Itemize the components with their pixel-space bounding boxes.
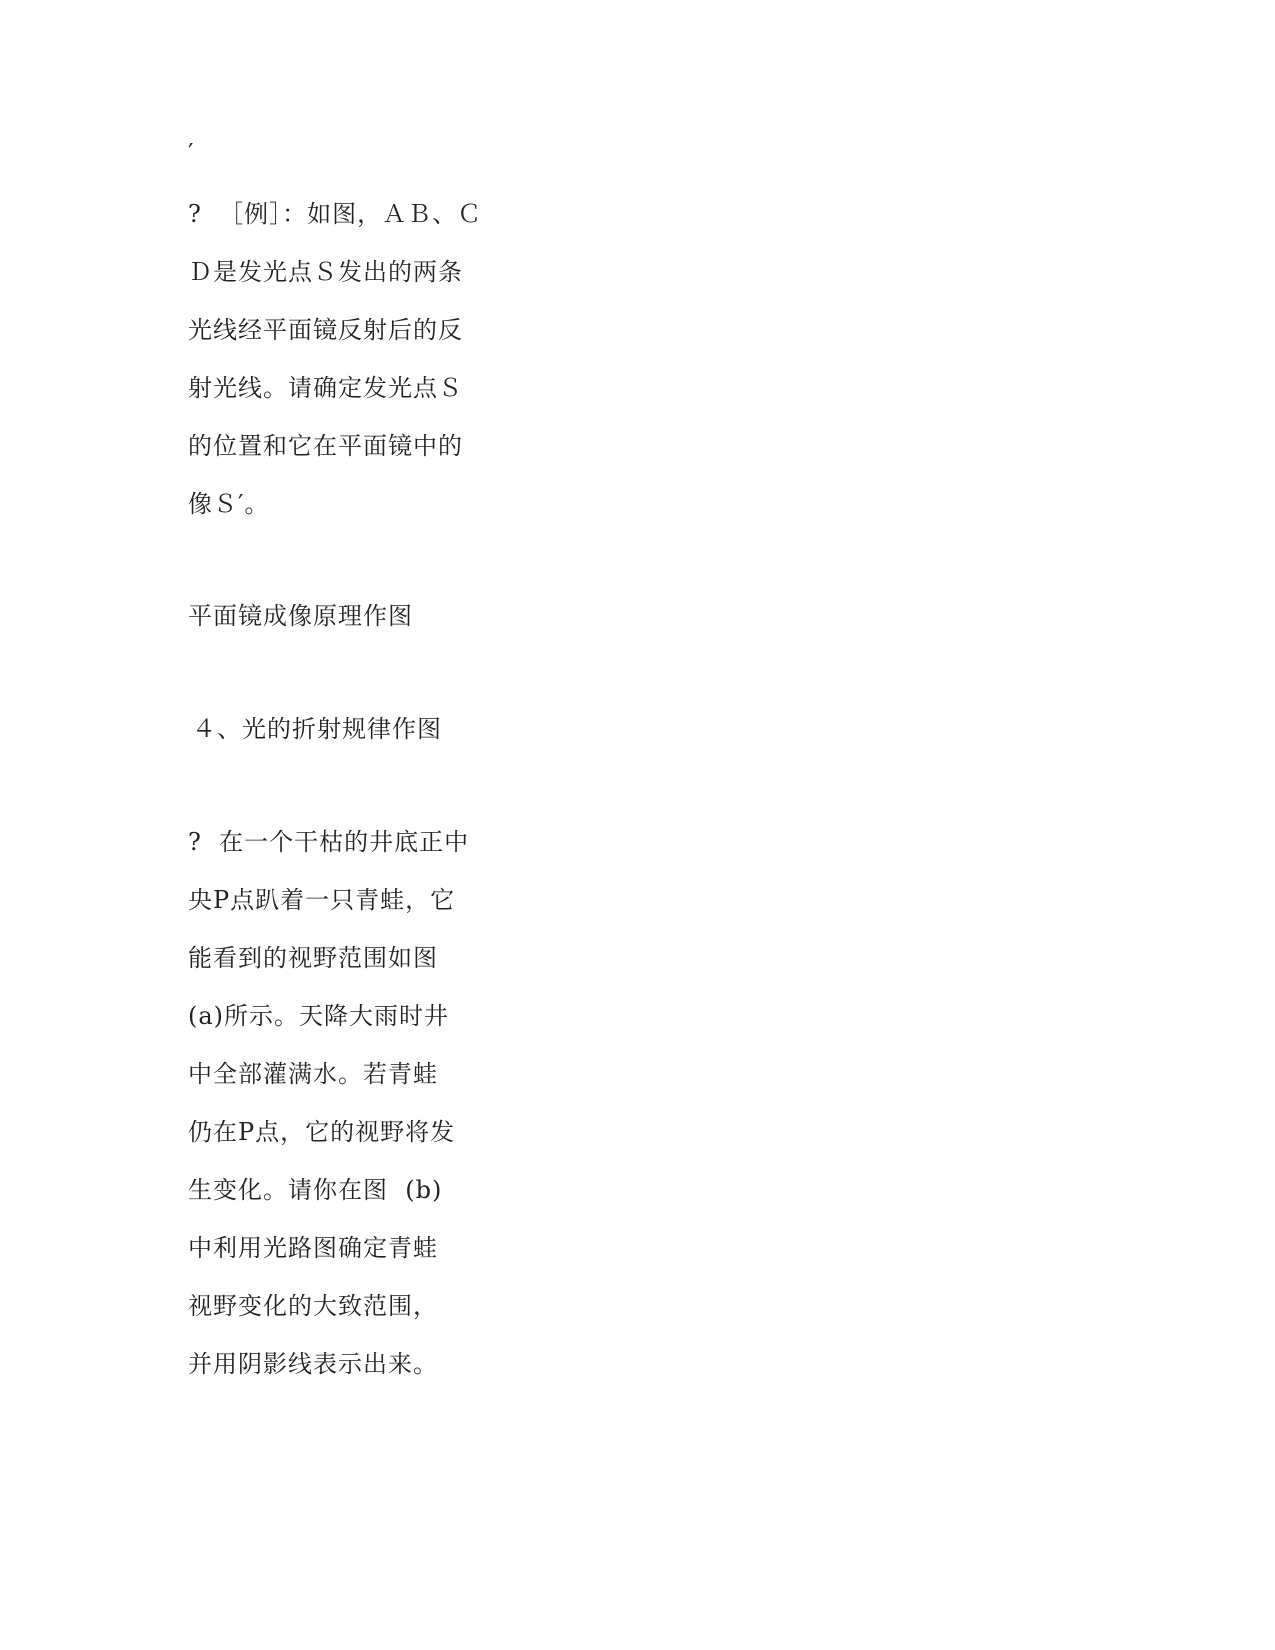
example-line-5: 的位置和它在平面镜中的 <box>188 432 463 460</box>
example-line-3: 光线经平面镜反射后的反 <box>188 316 463 344</box>
frog-line-4: (a)所示。天降大雨时井 <box>188 1002 450 1030</box>
example-line-4: 射光线。请确定发光点Ｓ <box>188 374 463 402</box>
frog-line-6: 仍在P点，它的视野将发 <box>188 1118 456 1146</box>
example-line-2: Ｄ是发光点Ｓ发出的两条 <box>188 258 463 286</box>
example-line-6: 像Ｓ′。 <box>188 490 270 518</box>
frog-line-10: 并用阴影线表示出来。 <box>188 1350 438 1378</box>
frog-line-5: 中全部灌满水。若青蛙 <box>188 1060 438 1088</box>
section-4-title: ４、光的折射规律作图 <box>192 715 442 743</box>
frog-line-7: 生变化。请你在图 (b) <box>188 1176 443 1204</box>
frog-line-8: 中利用光路图确定青蛙 <box>188 1234 438 1262</box>
top-mark: ′ <box>188 139 195 167</box>
example-line-1: ? ［例］：如图，ＡＢ、Ｃ <box>188 200 483 228</box>
frog-line-3: 能看到的视野范围如图 <box>188 944 438 972</box>
frog-line-9: 视野变化的大致范围， <box>188 1292 438 1320</box>
frog-line-2: 央P点趴着一只青蛙，它 <box>188 886 456 914</box>
section-title: 平面镜成像原理作图 <box>188 602 413 630</box>
frog-line-1: ? 在一个干枯的井底正中 <box>188 828 470 856</box>
